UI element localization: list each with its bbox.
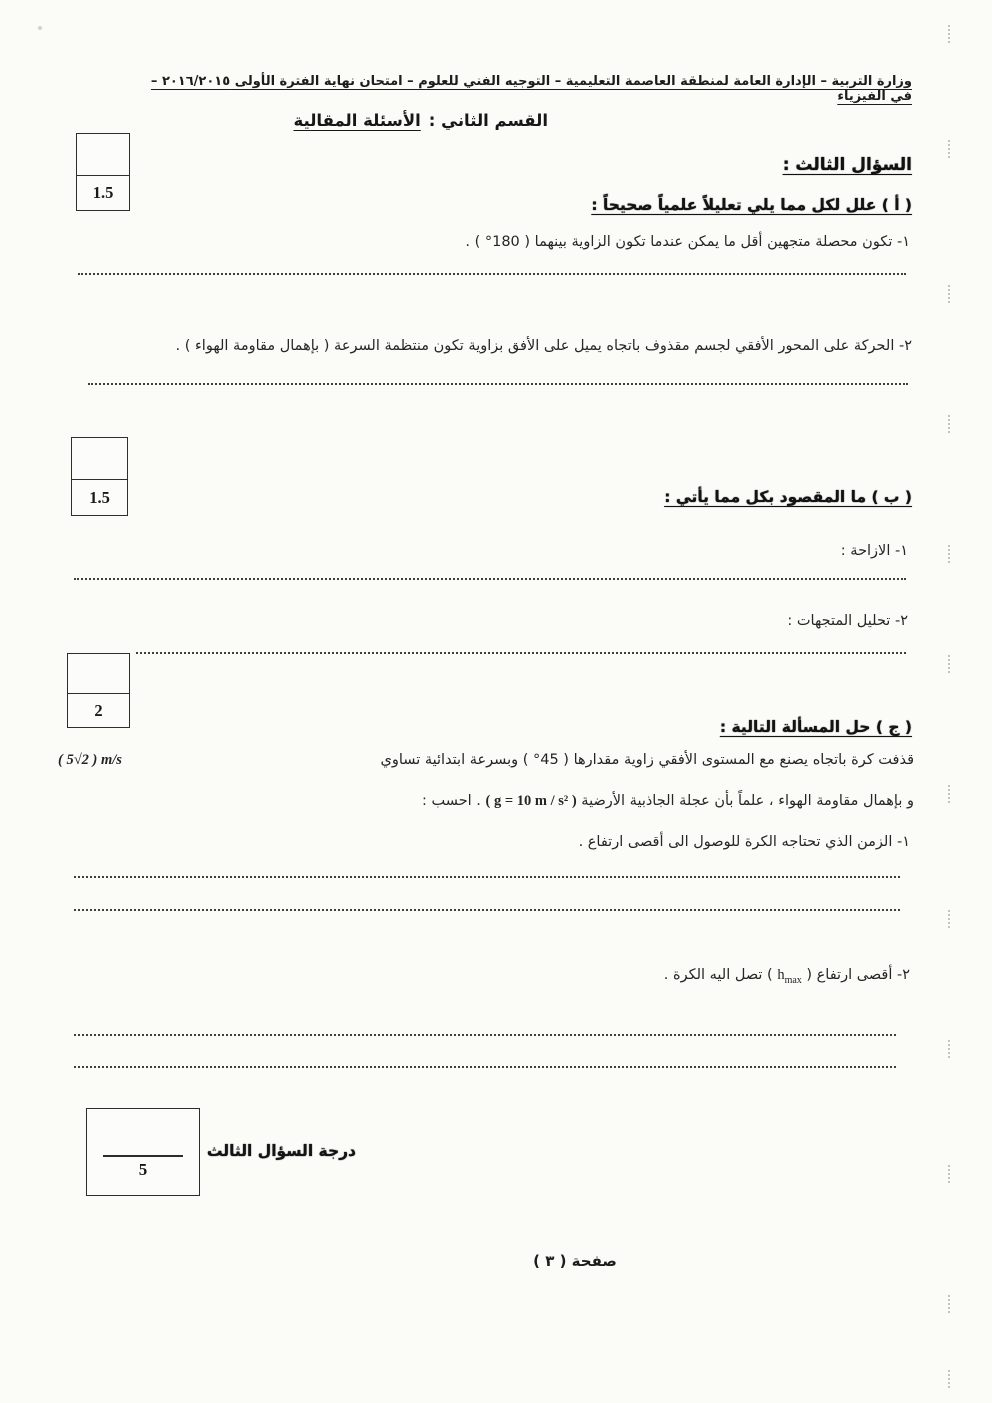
- max-height-symbol: [777, 967, 802, 986]
- scan-artifact: [944, 1165, 950, 1183]
- score-value-part-b: 1.5: [89, 487, 110, 507]
- score-box-empty-cell: [68, 654, 129, 694]
- statement-initial-velocity: ( 5√2 ) m/s: [58, 752, 122, 768]
- scan-artifact: [944, 785, 950, 803]
- part-b-heading: ( ب ) ما المقصود بكل مما يأتي :: [664, 488, 912, 506]
- score-box-part-c: [67, 653, 130, 728]
- question-title: السؤال الثالث :: [782, 155, 912, 175]
- answer-line: [74, 578, 906, 580]
- score-box-empty-cell: [72, 438, 127, 480]
- answer-line: [74, 876, 900, 878]
- statement-arabic-3: . احسب :: [422, 793, 481, 809]
- part-c-heading: ( ج ) حل المسألة التالية :: [719, 718, 912, 736]
- total-score-max: 5: [138, 1160, 148, 1179]
- part-a-item-1: ١- تكون محصلة متجهين أقل ما يمكن عندما تكون الزاوية بينهما ( 180° ) .: [465, 234, 910, 250]
- part-c-item-2: [664, 967, 910, 986]
- part-c-statement-line2: [160, 793, 914, 810]
- exam-header: وزارة التربية – الإدارة العامة لمنطقة العاصمة التعليمية – التوجيه الفني للعلوم – امتحان نهاية الفترة الأولى ٢٠١٦/٢٠١٥ – في الفيزياء: [150, 74, 912, 104]
- section-title-name: الأسئلة المقالية: [293, 111, 421, 130]
- total-score-blank-line: [103, 1155, 183, 1157]
- part-b-item-1: ١- الازاحة :: [840, 543, 908, 559]
- scan-artifact: [944, 655, 950, 673]
- answer-line: [88, 383, 908, 385]
- scan-artifact: [38, 26, 42, 30]
- answer-line: [74, 1066, 896, 1068]
- statement-arabic-1: قذفت كرة باتجاه يصنع مع المستوى الأفقي زاوية مقدارها ( 45° ) وبسرعة ابتدائية تساوي: [380, 752, 914, 768]
- total-score-box: [86, 1108, 200, 1196]
- scan-artifact: [944, 1370, 950, 1388]
- answer-line: [74, 1034, 896, 1036]
- score-box-part-a: [76, 133, 130, 211]
- answer-line: [78, 273, 906, 275]
- statement-gravity-value: ( g = 10 m / s² ): [485, 793, 577, 809]
- scan-artifact: [944, 1295, 950, 1313]
- symbol-subscript: max: [784, 974, 802, 986]
- section-title-prefix: القسم الثاني :: [428, 111, 548, 130]
- part-a-heading: ( أ ) علل لكل مما يلي تعليلاً علمياً صحيحاً :: [591, 196, 912, 214]
- part-b-item-2: ٢- تحليل المتجهات :: [787, 613, 908, 629]
- scan-artifact: [944, 1040, 950, 1058]
- scan-artifact: [944, 910, 950, 928]
- score-box-empty-cell: [77, 134, 129, 176]
- part-a-item-2: ٢- الحركة على المحور الأفقي لجسم مقذوف باتجاه يميل على الأفق بزاوية تكون منتظمة السرعة ( بإهمال مقاومة الهواء ) .: [175, 338, 912, 354]
- item2-prefix: ٢- أقصى ارتفاع (: [806, 967, 910, 983]
- scan-artifact: [944, 545, 950, 563]
- item2-suffix: ) تصل اليه الكرة .: [663, 967, 773, 983]
- score-value-part-a: 1.5: [92, 182, 114, 202]
- page-number-label: صفحة ( ٣ ): [533, 1252, 617, 1270]
- symbol-h: h: [777, 967, 785, 983]
- score-value-part-c: 2: [94, 700, 103, 720]
- answer-line: [136, 652, 906, 654]
- total-score-label: درجة السؤال الثالث: [206, 1142, 356, 1160]
- scan-artifact: [944, 140, 950, 158]
- statement-arabic-2: و بإهمال مقاومة الهواء ، علماً بأن عجلة الجاذبية الأرضية: [581, 793, 914, 809]
- scan-artifact: [944, 285, 950, 303]
- scan-artifact: [944, 25, 950, 43]
- score-box-part-b: [71, 437, 128, 516]
- section-title: [293, 111, 548, 130]
- part-c-statement-line1: [58, 752, 914, 769]
- part-c-item-1: ١- الزمن الذي تحتاجه الكرة للوصول الى أقصى ارتفاع .: [578, 834, 910, 850]
- scan-artifact: [944, 415, 950, 433]
- answer-line: [74, 909, 900, 911]
